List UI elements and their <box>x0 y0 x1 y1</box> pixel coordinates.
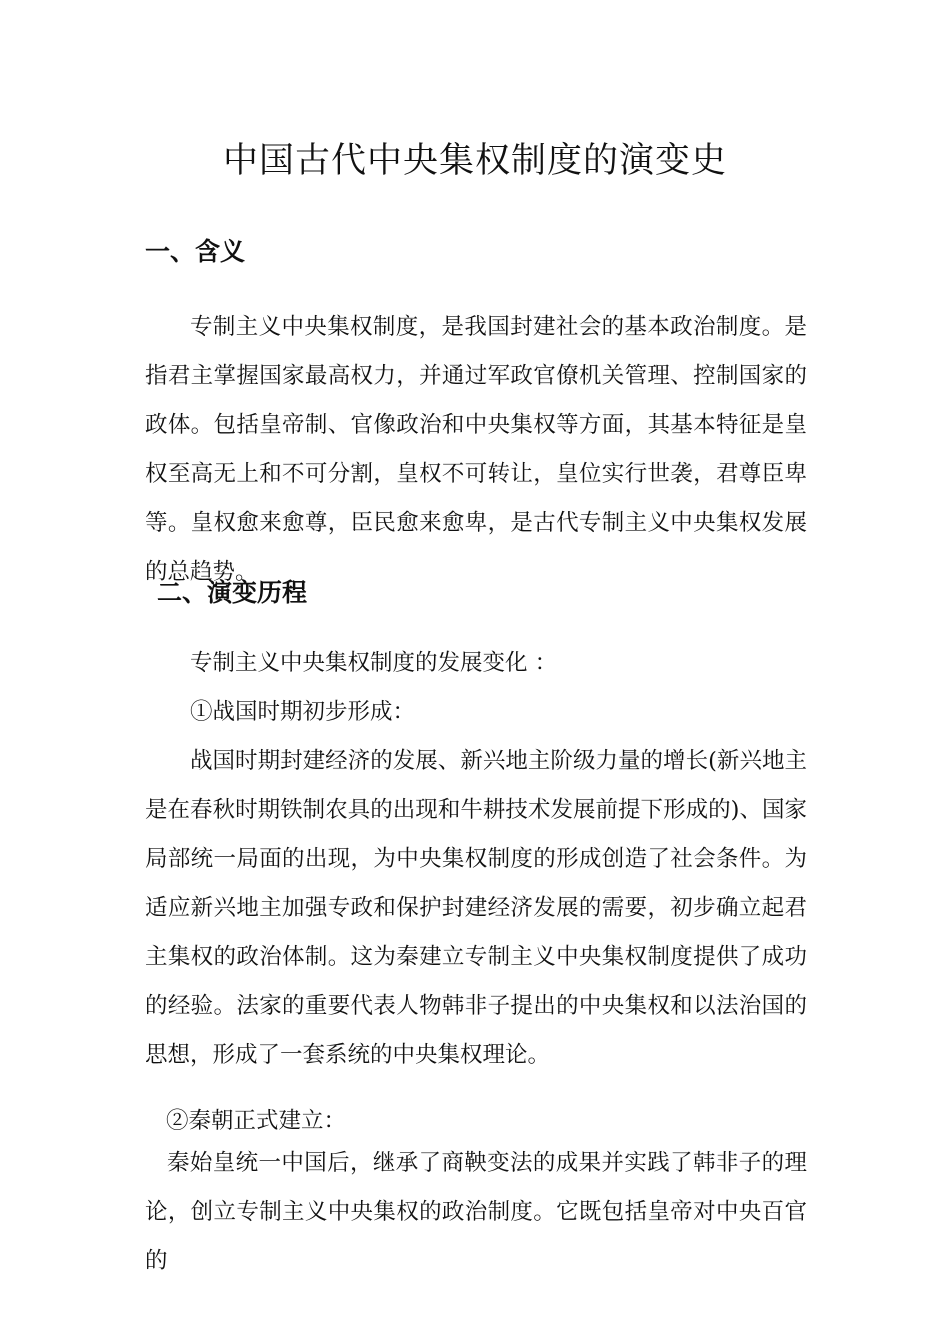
section-heading-meaning: 一、含义 <box>145 237 246 266</box>
paragraph-warring-states: 战国时期封建经济的发展、新兴地主阶级力量的增长(新兴地主是在春秋时期铁制农具的出现和牛耕技术发展前提下形成的)、国家局部统一局面的出现，为中央集权制度的形成创造了社会条件。为适应新兴地主加强专政和保护封建经济发展的需要，初步确立起君主集权的政治体制。这为秦建立专制主义中央集权制度提供了成功的经验。法家的重要代表人物韩非子提出的中央集权和以法治国的思想，形成了一套系统的中央集权理论。 <box>145 748 807 1068</box>
paragraph-evolution-intro: 专制主义中央集权制度的发展变化 ： <box>190 650 558 676</box>
paragraph-meaning: 专制主义中央集权制度，是我国封建社会的基本政治制度。是指君主掌握国家最高权力，并通过军政官僚机关管理、控制国家的政体。包括皇帝制、官像政治和中央集权等方面，其基本特征是皇权至高无上和不可分割，皇权不可转让，皇位实行世袭，君尊臣卑等。皇权愈来愈尊，臣民愈来愈卑，是古代专制主义中央集权发展的总趋势。 <box>145 314 807 585</box>
section-heading-evolution: 二、演变历程 <box>157 578 308 607</box>
paragraph-qin: 秦始皇统一中国后，继承了商鞅变法的成果并实践了韩非子的理论，创立专制主义中央集权的政治制度。它既包括皇帝对中央百官的 <box>145 1150 807 1274</box>
stage-label-qin: ②秦朝正式建立： <box>166 1108 347 1134</box>
stage-label-warring-states: ①战国时期初步形成： <box>190 699 416 725</box>
document-title: 中国古代中央集权制度的演变史 <box>222 141 727 181</box>
